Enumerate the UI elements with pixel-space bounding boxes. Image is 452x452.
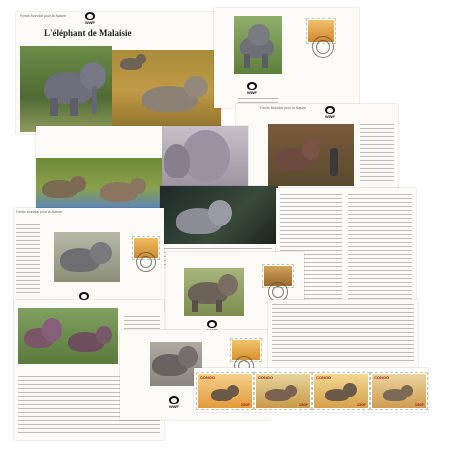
elephant-figure (274, 138, 322, 178)
elephant-figure (176, 200, 236, 242)
photo-elephant-night (160, 186, 278, 244)
elephant-figure (60, 242, 116, 280)
sheet-header: Fonds Mondial pour la Nature (16, 210, 63, 214)
wwf-logo-icon: WWF (324, 106, 336, 119)
stamp-value-label: 150F (414, 402, 424, 407)
keeper-figure (330, 148, 338, 176)
sheet-header: Fonds Mondial pour la Nature (20, 14, 67, 18)
wwf-logo-icon: WWF (168, 396, 180, 409)
elephant-figure (40, 58, 110, 118)
elephant-figure (211, 385, 241, 405)
stamp-country-label: CONGO (258, 375, 274, 380)
elephant-figure (188, 274, 240, 314)
stamp-value-label: 150F (240, 402, 250, 407)
wwf-logo-icon: WWF (246, 82, 258, 95)
body-text (16, 224, 40, 294)
stamp-value-label: 150F (298, 402, 308, 407)
stamp-country-label: CONGO (374, 375, 390, 380)
elephant-figure (265, 385, 301, 405)
elephant-figure (120, 54, 150, 74)
photo-elephant-portrait (234, 16, 282, 74)
photo-elephant-standing (184, 268, 244, 316)
sheet-header: Fonds Mondial pour la Nature (260, 106, 307, 110)
wwf-logo-icon: WWF (84, 12, 96, 25)
photo-elephant-pair (54, 232, 120, 282)
elephant-figure (42, 176, 90, 206)
text-sheet-right (236, 104, 398, 190)
postmark (268, 282, 288, 302)
stamp-country-label: CONGO (316, 375, 332, 380)
stamp-3 (312, 372, 370, 410)
body-text (360, 124, 394, 184)
stamp-4 (370, 372, 428, 410)
postmark (136, 252, 156, 272)
elephant-figure (383, 385, 417, 405)
elephant-figure (238, 24, 278, 70)
body-text (272, 304, 414, 362)
title-sheet (16, 12, 221, 134)
photo-elephant-with-keeper (268, 124, 354, 186)
first-day-card-left (14, 208, 164, 312)
elephant-figure (100, 178, 150, 210)
elephant-figure (164, 130, 244, 184)
stamp-strip (194, 368, 428, 412)
elephant-figure (152, 346, 200, 384)
photo-elephant-resting (112, 50, 221, 132)
stamp-1 (196, 372, 254, 410)
elephant-figure (68, 326, 114, 358)
photo-elephant-herd (18, 308, 118, 364)
photo-elephant-grass (20, 46, 112, 132)
elephant-figure (142, 76, 212, 116)
stamp-value-label: 150F (356, 402, 366, 407)
body-text-column-2 (348, 194, 412, 310)
first-day-card-top (214, 8, 359, 108)
stamp-2 (254, 372, 312, 410)
elephant-figure (325, 383, 359, 405)
postmark (312, 36, 334, 58)
elephant-figure (24, 318, 64, 360)
photo-elephant-closeup (162, 126, 248, 186)
page-title: L'éléphant de Malaisie (44, 28, 132, 38)
stamp-country-label: CONGO (200, 375, 216, 380)
